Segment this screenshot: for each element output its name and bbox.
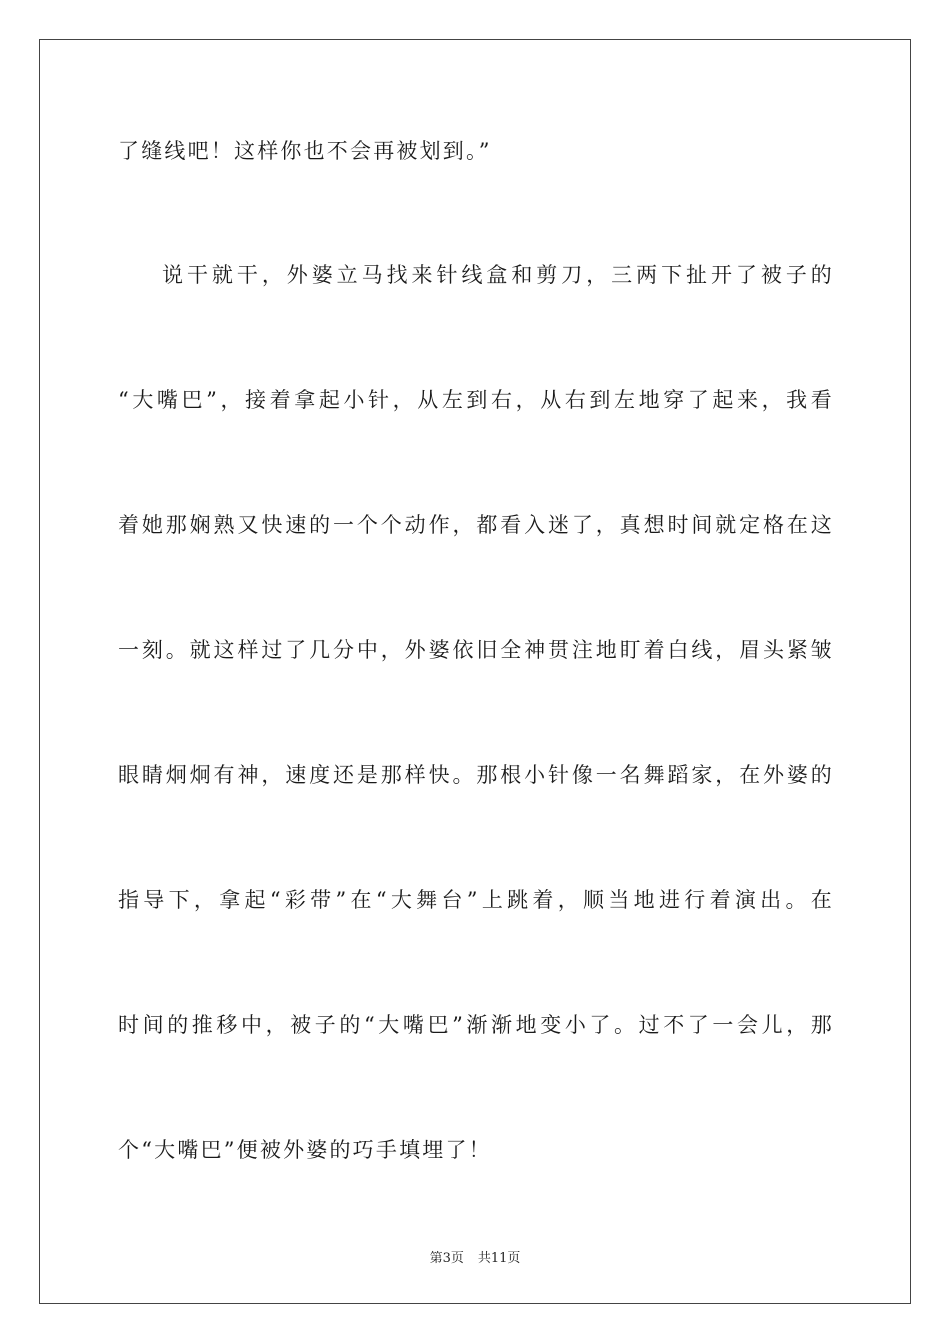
paragraph-line: 指导下，拿起“彩带”在“大舞台”上跳着，顺当地进行着演出。在 [118,888,834,912]
paragraph-line: 说干就干，外婆立马找来针线盒和剪刀，三两下扯开了被子的 [162,263,834,287]
page-footer [0,1247,950,1266]
paragraph-line: 眼睛炯炯有神，速度还是那样快。那根小针像一名舞蹈家，在外婆的 [118,763,834,787]
paragraph-line: 个“大嘴巴”便被外婆的巧手填埋了！ [118,1138,492,1162]
paragraph-line: 了缝线吧！这样你也不会再被划到。” [118,139,492,163]
page-number: 第3页 [429,1251,464,1266]
page-total: 共11页 [477,1251,521,1266]
paragraph-line: 时间的推移中，被子的“大嘴巴”渐渐地变小了。过不了一会儿，那 [118,1013,834,1037]
paragraph-line: 着她那娴熟又快速的一个个动作，都看入迷了，真想时间就定格在这 [118,513,834,537]
paragraph-line: “大嘴巴”，接着拿起小针，从左到右，从右到左地穿了起来，我看 [118,388,834,412]
page-border [39,39,911,1304]
paragraph-line: 一刻。就这样过了几分中，外婆依旧全神贯注地盯着白线，眉头紧皱 [118,638,834,662]
